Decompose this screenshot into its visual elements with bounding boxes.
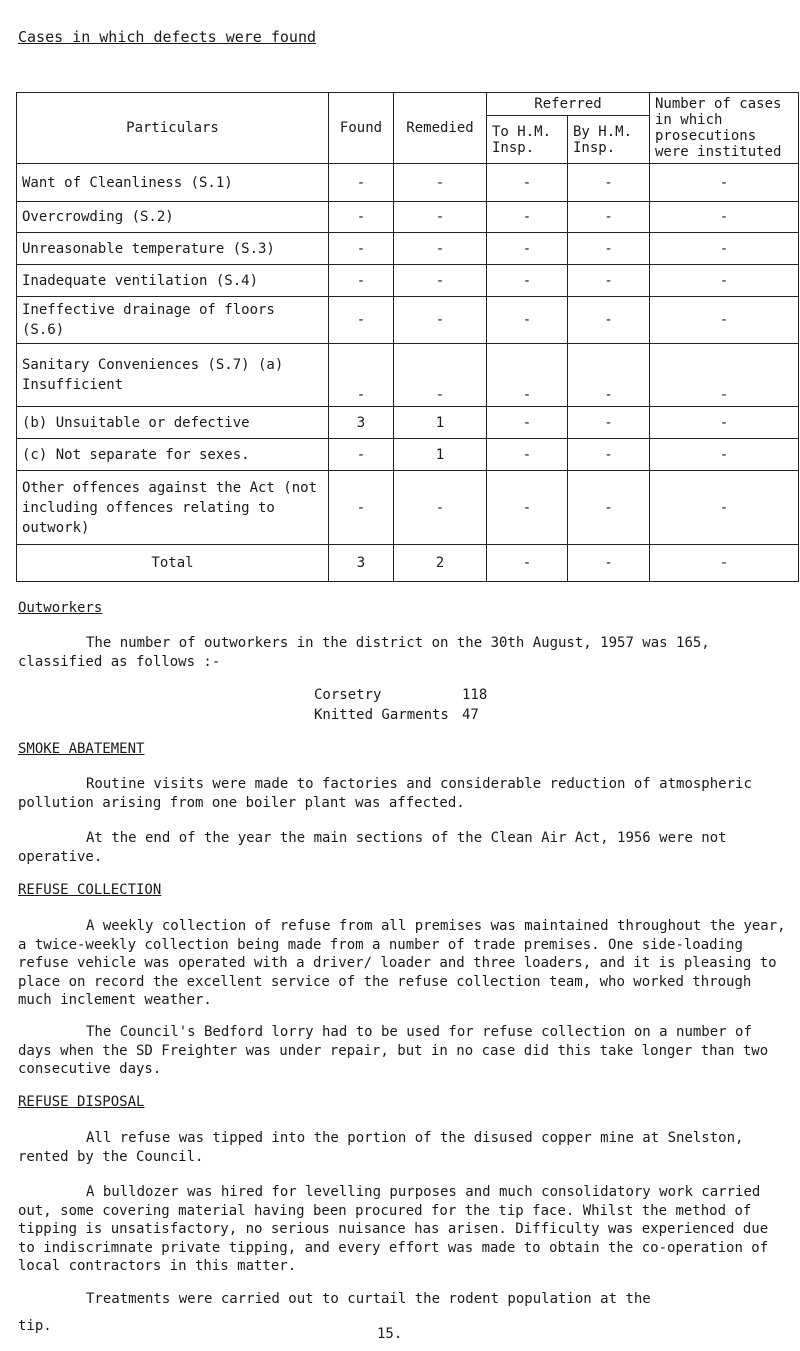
cell-found: 3 [329, 545, 394, 582]
outworkers-list [314, 685, 487, 725]
cell-found: - [329, 233, 394, 265]
cell-prosecutions: - [650, 407, 799, 439]
refuse-disposal-paragraph-3: Treatments were carried out to curtail the rodent population at the [86, 1291, 651, 1307]
cell-remedied: - [394, 344, 487, 407]
cell-prosecutions: - [650, 471, 799, 545]
item-label: Corsetry [314, 687, 382, 703]
row-label: Inadequate ventilation (S.4) [17, 265, 329, 297]
cell-to-hm: - [487, 344, 568, 407]
item-label: Knitted Garments [314, 707, 449, 723]
cell-found: 3 [329, 407, 394, 439]
row-label: Ineffective drainage of floors (S.6) [17, 297, 329, 344]
row-label: Overcrowding (S.2) [17, 202, 329, 233]
row-label: (b) Unsuitable or defective [17, 407, 329, 439]
cell-prosecutions: - [650, 233, 799, 265]
refuse-disposal-paragraph-1: All refuse was tipped into the portion of the disused copper mine at Snelston, rented by the Council. [18, 1130, 744, 1165]
cell-prosecutions: - [650, 439, 799, 471]
cell-prosecutions: - [650, 545, 799, 582]
refuse-disposal-paragraph-3-end: tip. [18, 1318, 52, 1334]
cell-prosecutions: - [650, 164, 799, 202]
row-label: Want of Cleanliness (S.1) [17, 164, 329, 202]
cell-to-hm: - [487, 265, 568, 297]
cell-to-hm: - [487, 164, 568, 202]
cell-prosecutions: - [650, 344, 799, 407]
table-row [17, 233, 799, 265]
header-remedied: Remedied [394, 93, 487, 164]
header-particulars: Particulars [17, 93, 329, 164]
table-row [17, 265, 799, 297]
refuse-collection-paragraph-2: The Council's Bedford lorry had to be used for refuse collection on a number of days when the SD Freighter was under repair, but in no case did this take longer than two consecutive days. [18, 1024, 769, 1077]
cell-found: - [329, 164, 394, 202]
table-row [17, 164, 799, 202]
cell-by-hm: - [568, 265, 650, 297]
page-title: Cases in which defects were found [18, 28, 317, 46]
cell-remedied: - [394, 297, 487, 344]
cell-prosecutions: - [650, 297, 799, 344]
cell-found: - [329, 439, 394, 471]
table-row-total [17, 545, 799, 582]
cell-to-hm: - [487, 233, 568, 265]
row-label: Sanitary Conveniences (S.7) (a) Insufficient [17, 344, 329, 407]
cell-by-hm: - [568, 202, 650, 233]
cell-by-hm: - [568, 233, 650, 265]
header-found: Found [329, 93, 394, 164]
smoke-heading: SMOKE ABATEMENT [18, 741, 145, 757]
cell-remedied: - [394, 471, 487, 545]
cell-by-hm: - [568, 471, 650, 545]
row-label: (c) Not separate for sexes. [17, 439, 329, 471]
cell-by-hm: - [568, 407, 650, 439]
table-row [17, 407, 799, 439]
refuse-collection-paragraph-1: A weekly collection of refuse from all premises was maintained throughout the year, a twice-weekly collection being made from a number of trade premises. One side-loading refuse vehicle was operated with a driver/ loader and three loaders, and it is pleasing to place on record the excellent service of the refuse collection team, who worked through much inclement weather. [18, 918, 786, 1008]
cell-by-hm: - [568, 439, 650, 471]
defects-table [16, 92, 799, 582]
cell-found: - [329, 297, 394, 344]
cell-prosecutions: - [650, 202, 799, 233]
cell-found: - [329, 471, 394, 545]
table-row [17, 202, 799, 233]
cell-remedied: - [394, 265, 487, 297]
cell-by-hm: - [568, 164, 650, 202]
cell-found: - [329, 344, 394, 407]
row-label: Other offences against the Act (not including offences relating to outwork) [17, 471, 329, 545]
table-row [17, 471, 799, 545]
cell-to-hm: - [487, 545, 568, 582]
cell-to-hm: - [487, 439, 568, 471]
item-value: 118 [462, 687, 488, 703]
header-prosecutions: Number of cases in which prosecutions were instituted [650, 93, 799, 164]
cell-remedied: - [394, 202, 487, 233]
table-row [17, 439, 799, 471]
cell-by-hm: - [568, 545, 650, 582]
outworkers-paragraph: The number of outworkers in the district on the 30th August, 1957 was 165, classified as follows :- [18, 635, 710, 670]
list-item [314, 705, 487, 725]
header-to-hm-insp: To H.M. Insp. [487, 116, 568, 164]
cell-to-hm: - [487, 471, 568, 545]
header-referred: Referred [487, 93, 650, 116]
row-label: Unreasonable temperature (S.3) [17, 233, 329, 265]
row-label: Total [17, 545, 329, 582]
cell-remedied: - [394, 164, 487, 202]
header-by-hm-insp: By H.M. Insp. [568, 116, 650, 164]
refuse-disposal-paragraph-2: A bulldozer was hired for levelling purposes and much consolidatory work carried out, some covering material having been procured for the tip face. Whilst the method of tipping is unsatisfactory, no serious nuisance has arisen. Difficulty was experienced due to indiscrimnate private tipping, and every effort was made to obtain the co-operation of local contractors in this matter. [18, 1184, 769, 1274]
cell-to-hm: - [487, 202, 568, 233]
cell-found: - [329, 202, 394, 233]
smoke-paragraph-2: At the end of the year the main sections of the Clean Air Act, 1956 were not operative. [18, 830, 727, 865]
cell-remedied: 2 [394, 545, 487, 582]
cell-remedied: 1 [394, 407, 487, 439]
page-number: 15. [377, 1326, 403, 1342]
cell-to-hm: - [487, 297, 568, 344]
cell-by-hm: - [568, 344, 650, 407]
cell-to-hm: - [487, 407, 568, 439]
refuse-disposal-heading: REFUSE DISPOSAL [18, 1094, 145, 1110]
list-item [314, 685, 487, 705]
table-row [17, 297, 799, 344]
cell-found: - [329, 265, 394, 297]
refuse-collection-heading: REFUSE COLLECTION [18, 882, 162, 898]
cell-prosecutions: - [650, 265, 799, 297]
cell-remedied: - [394, 233, 487, 265]
outworkers-heading: Outworkers [18, 600, 103, 616]
item-value: 47 [462, 707, 479, 723]
cell-remedied: 1 [394, 439, 487, 471]
cell-by-hm: - [568, 297, 650, 344]
table-row [17, 344, 799, 407]
smoke-paragraph-1: Routine visits were made to factories and considerable reduction of atmospheric pollution arising from one boiler plant was affected. [18, 776, 752, 811]
